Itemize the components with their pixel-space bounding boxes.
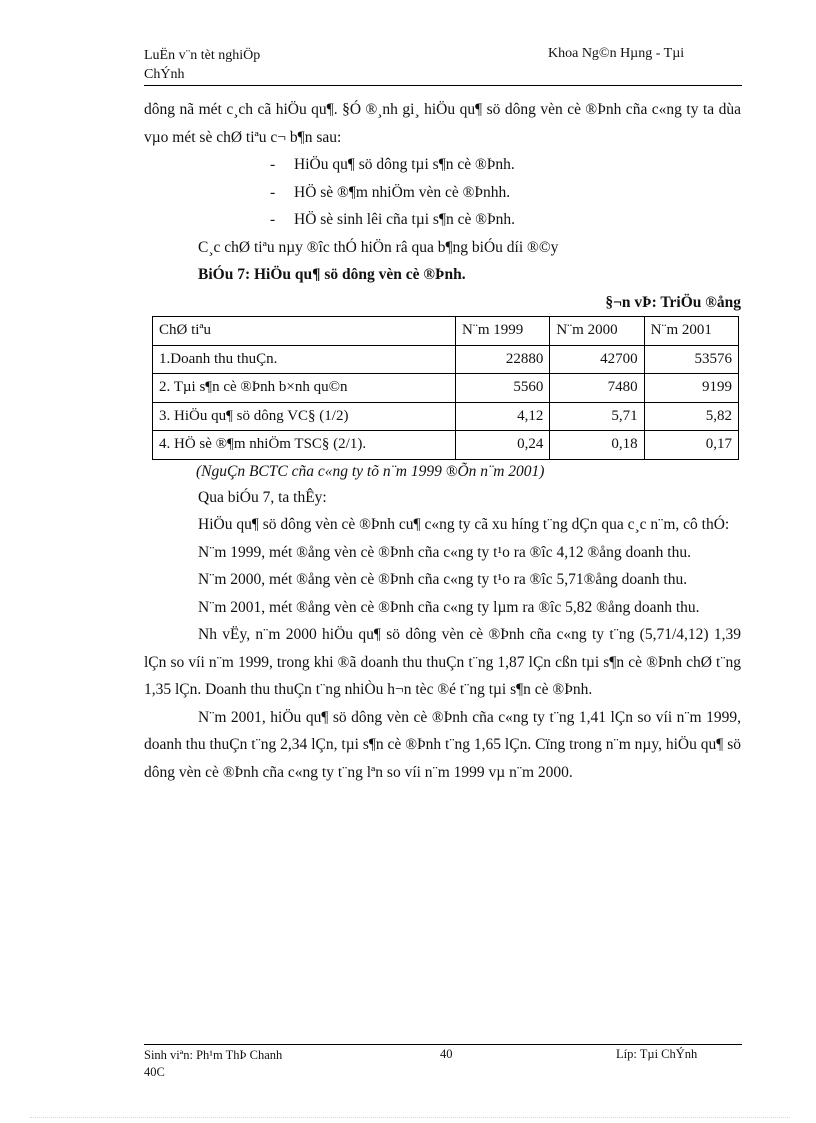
table-row bbox=[153, 431, 739, 460]
cell-value: 22880 bbox=[456, 345, 550, 374]
table-source: (NguÇn BCTC cña c«ng ty tõ n¨m 1999 ®Õn n¨m 2001) bbox=[196, 462, 545, 480]
row-label: 3. HiÖu qu¶ sö dông VC§ (1/2) bbox=[153, 402, 456, 431]
header-thesis-title bbox=[144, 46, 260, 84]
cell-value: 4,12 bbox=[456, 402, 550, 431]
cell-value: 42700 bbox=[550, 345, 644, 374]
paragraph-trend: HiÖu qu¶ sö dông vèn cè ®Þnh cu¶ c«ng ty cã xu híng t¨ng dÇn qua c¸c n¨m, cô thÓ: bbox=[198, 516, 730, 533]
header-cell-2001: N¨m 2001 bbox=[644, 317, 738, 346]
table-row bbox=[153, 402, 739, 431]
paragraph-1999: N¨m 1999, mét ®ång vèn cè ®Þnh cña c«ng ty t¹o ra ®îc 4,12 ®ång doanh thu. bbox=[198, 543, 691, 561]
footer-student-name: Sinh viªn: Ph¹m ThÞ Chanh bbox=[144, 1048, 283, 1062]
cell-value: 5,71 bbox=[550, 402, 644, 431]
page-number: 40 bbox=[440, 1047, 453, 1061]
header-title-line1: LuËn v¨n tèt nghiÖp bbox=[144, 48, 261, 63]
list-item bbox=[144, 179, 741, 207]
row-label: 4. HÖ sè ®¶m nhiÖm TSC§ (2/1). bbox=[153, 431, 456, 460]
paragraph-comparison-2001: N¨m 2001, hiÖu qu¶ sö dông vèn cè ®Þnh cña c«ng ty t¨ng 1,41 lÇn so víi n¨m 1999, doanh thu thuÇn t¨ng 2,34 lÇn, tµi s¶n cè ®Þnh t¨ng 1,65 lÇn. Cïng trong n¨m nµy, hiÖu qu¶ sö dông vèn cè ®Þnh cña c«ng ty t¨ng lªn so víi n¨m 1999 vµ n¨m 2000. bbox=[144, 708, 741, 781]
paragraph-comparison-2000: Nh vËy, n¨m 2000 hiÖu qu¶ sö dông vèn cè ®Þnh cña c«ng ty t¨ng (5,71/4,12) 1,39 lÇn so víi n¨m 1999, trong khi ®ã doanh thu thuÇn t¨ng 1,87 lÇn cßn tµi s¶n cè ®Þnh chØ t¨ng 1,35 lÇn. Doanh thu thuÇn t¨ng nhiÒu h¬n tèc ®é t¨ng tµi s¶n cè ®Þnh. bbox=[144, 626, 741, 698]
indicator-list bbox=[144, 151, 741, 234]
cell-value: 0,17 bbox=[644, 431, 738, 460]
cell-value: 5560 bbox=[456, 374, 550, 403]
list-item-text: HÖ sè ®¶m nhiÖm vèn cè ®Þnhh. bbox=[294, 183, 511, 201]
page-body bbox=[144, 96, 741, 786]
bullet-dash: - bbox=[270, 183, 276, 201]
header-cell-1999: N¨m 1999 bbox=[456, 317, 550, 346]
cell-value: 53576 bbox=[644, 345, 738, 374]
paragraph-2000: N¨m 2000, mét ®ång vèn cè ®Þnh cña c«ng ty t¹o ra ®îc 5,71®ång doanh thu. bbox=[198, 571, 688, 588]
footer-class: Líp: Tµi ChÝnh bbox=[616, 1047, 698, 1061]
bullet-dash: - bbox=[270, 156, 276, 173]
footer-divider bbox=[144, 1044, 742, 1045]
table-title: BiÓu 7: HiÖu qu¶ sö dông vèn cè ®Þnh. bbox=[198, 266, 466, 283]
paragraph-intro: dông nã mét c¸ch cã hiÖu qu¶. §Ó ®¸nh gi¸ hiÖu qu¶ sö dông vèn cè ®Þnh cña c«ng ty ta dùa vµo mét sè chØ tiªu c¬ b¶n sau: bbox=[144, 101, 741, 146]
row-label: 1.Doanh thu thuÇn. bbox=[153, 345, 456, 374]
header-faculty: Khoa Ng©n Hµng - Tµi bbox=[548, 46, 685, 61]
page-bottom-edge bbox=[30, 1117, 790, 1118]
cell-value: 0,24 bbox=[456, 431, 550, 460]
cell-value: 7480 bbox=[550, 374, 644, 403]
cell-value: 5,82 bbox=[644, 402, 738, 431]
efficiency-table bbox=[152, 316, 739, 460]
footer-student bbox=[144, 1047, 282, 1081]
row-label: 2. Tµi s¶n cè ®Þnh b×nh qu©n bbox=[153, 374, 456, 403]
cell-value: 0,18 bbox=[550, 431, 644, 460]
list-item bbox=[144, 151, 741, 179]
list-item-text: HiÖu qu¶ sö dông tµi s¶n cè ®Þnh. bbox=[294, 156, 515, 173]
bullet-dash: - bbox=[270, 211, 276, 228]
header-title-line2: ChÝnh bbox=[144, 67, 185, 82]
list-item bbox=[144, 206, 741, 234]
table-row bbox=[153, 345, 739, 374]
footer-student-cohort: 40C bbox=[144, 1065, 165, 1079]
page-header bbox=[144, 46, 742, 86]
list-item-text: HÖ sè sinh lêi cña tµi s¶n cè ®Þnh. bbox=[294, 211, 516, 228]
table-unit: §¬n vÞ: TriÖu ®ång bbox=[605, 293, 741, 311]
header-cell-indicator: ChØ tiªu bbox=[153, 317, 456, 346]
header-cell-2000: N¨m 2000 bbox=[550, 317, 644, 346]
header-divider bbox=[144, 85, 742, 86]
paragraph-2001: N¨m 2001, mét ®ång vèn cè ®Þnh cña c«ng ty lµm ra ®îc 5,82 ®ång doanh thu. bbox=[198, 598, 700, 616]
table-row bbox=[153, 374, 739, 403]
paragraph-analysis-intro: Qua biÓu 7, ta thÊy: bbox=[198, 488, 327, 506]
cell-value: 9199 bbox=[644, 374, 738, 403]
table-header-row bbox=[153, 317, 739, 346]
paragraph-table-intro: C¸c chØ tiªu nµy ®îc thÓ hiÖn râ qua b¶ng biÓu díi ®©y bbox=[198, 238, 559, 256]
